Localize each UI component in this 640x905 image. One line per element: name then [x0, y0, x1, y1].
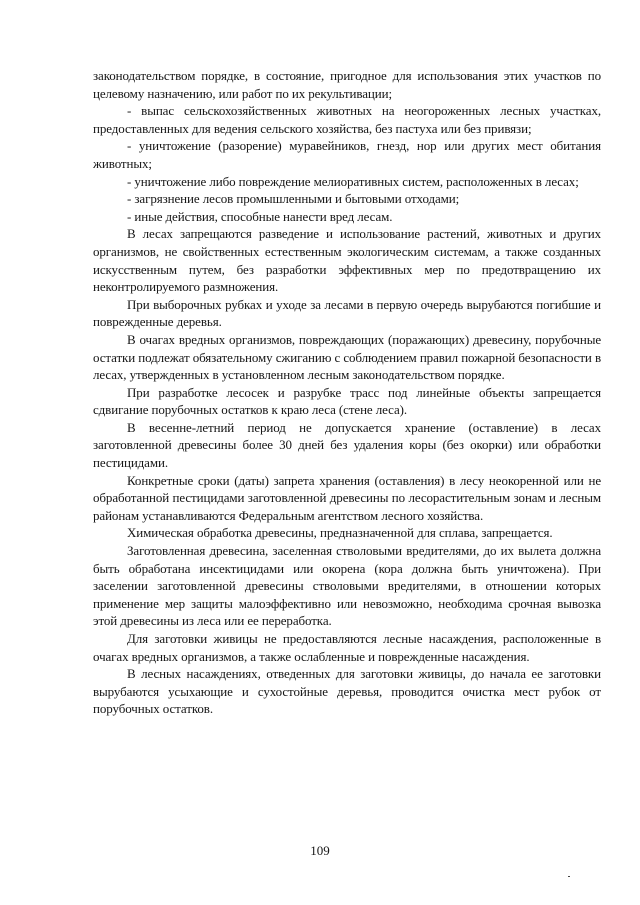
paragraph-resin-tapping: Для заготовки живицы не предоставляются лесные насаждения, расположенные в очагах вредных организмов, а также ослабленные и поврежденные насаждения.: [93, 631, 601, 664]
paragraph-stem-pests: Заготовленная древесина, заселенная стволовыми вредителями, до их вылета должна быть обработана инсектицидами или окорена (кора должна быть уничтожена). При заселении заготовленной древесины стволовыми вредителями, в отношении которых применение мер защиты малоэффективно или невозможно, необходима срочная вывозка этой древесины из леса или ее переработка.: [93, 543, 601, 629]
list-item-pollution: - загрязнение лесов промышленными и бытовыми отходами;: [127, 191, 460, 207]
paragraph-storage: В весенне-летний период не допускается хранение (оставление) в лесах заготовленной древесины более 30 дней без удаления коры (без окорки) или обработки пестицидами.: [93, 419, 601, 471]
paragraph-organisms: В лесах запрещаются разведение и использование растений, животных и других организмов, не свойственных естественным экологическим системам, а также созданных искусственным путем, без разработки эффективных мер по предотвращению их неконтролируемого размножения.: [93, 226, 601, 295]
paragraph-continuation: законодательством порядке, в состояние, пригодное для использования этих участков по целевому назначению, или работ по их рекультивации;: [93, 68, 601, 101]
paragraph-chemical-treatment: Химическая обработка древесины, предназначенной для сплава, запрещается.: [127, 525, 553, 541]
list-item-anthills: - уничтожение (разорение) муравейников, гнезд, нор или других мест обитания животных;: [93, 138, 601, 171]
body-text: [93, 67, 601, 718]
scan-speck: [568, 876, 570, 877]
list-item-melioration: - уничтожение либо повреждение мелиоративных систем, расположенных в лесах;: [127, 173, 579, 189]
list-item-grazing: - выпас сельскохозяйственных животных на неогороженных лесных участках, предоставленных для ведения сельского хозяйства, без пастуха или без привязи;: [93, 103, 601, 136]
paragraph-selective-cutting: При выборочных рубках и уходе за лесами в первую очередь вырубаются погибшие и поврежденные деревья.: [93, 296, 601, 330]
page-number: 109: [310, 843, 330, 858]
paragraph-cutting-areas: При разработке лесосек и разрубке трасс под линейные объекты запрещается сдвигание порубочных остатков к краю леса (стене леса).: [93, 384, 601, 418]
paragraph-storage-dates: Конкретные сроки (даты) запрета хранения (оставления) в лесу неокоренной или не обработанной пестицидами заготовленной древесины по лесорастительным зонам и лесным районам устанавливаются Федеральным агентством лесного хозяйства.: [93, 472, 601, 523]
list-item-other: - иные действия, способные нанести вред лесам.: [127, 208, 393, 224]
paragraph-pest-foci: В очагах вредных организмов, повреждающих (поражающих) древесину, порубочные остатки подлежат обязательному сжиганию с соблюдением правил пожарной безопасности в лесах, утвержденных в установленном лесным законодательством порядке.: [93, 331, 601, 383]
paragraph-resin-stands: В лесных насаждениях, отведенных для заготовки живицы, до начала ее заготовки вырубаются усыхающие и сухостойные деревья, проводится очистка мест рубок от порубочных остатков.: [93, 666, 601, 717]
